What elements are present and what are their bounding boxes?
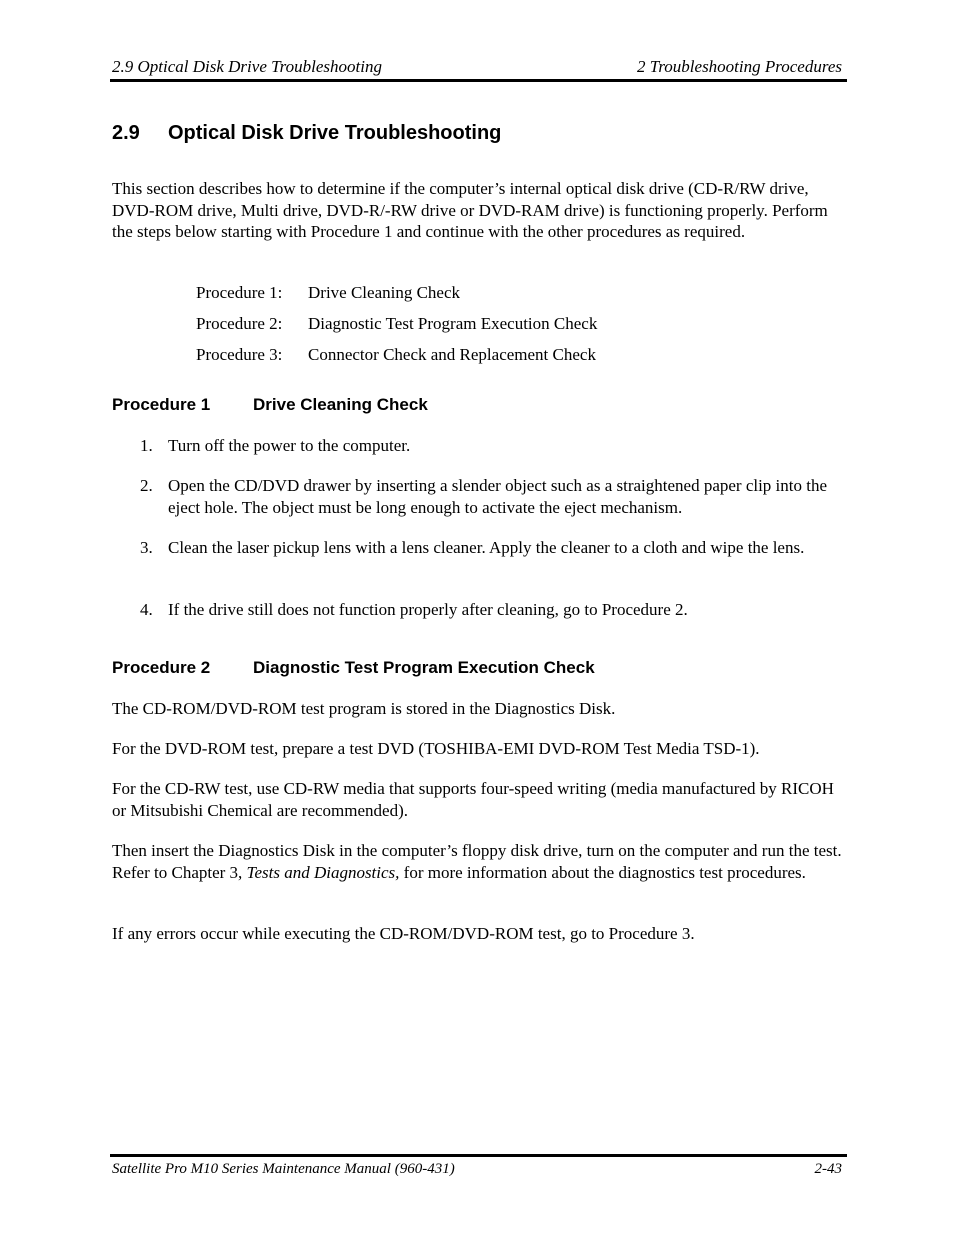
running-header-left: 2.9 Optical Disk Drive Troubleshooting xyxy=(112,57,382,76)
procedure-list-label-1: Procedure 1: xyxy=(196,283,283,302)
procedure-list-name-1: Drive Cleaning Check xyxy=(308,283,461,302)
step-number: 3. xyxy=(140,538,153,557)
step-number: 2. xyxy=(140,476,153,495)
footer-manual-title: Satellite Pro M10 Series Maintenance Manual (960-431) xyxy=(112,1161,455,1177)
step-text: If the drive still does not function properly after cleaning, go to Procedure 2. xyxy=(168,600,688,619)
running-header-right: 2 Troubleshooting Procedures xyxy=(637,57,842,76)
header-rule xyxy=(110,79,847,82)
chapter-reference: Tests and Diagnostics, xyxy=(246,862,400,882)
procedure2-paragraph-3: For the CD-RW test, use CD-RW media that supports four-speed writing (media manufactured by RICOH or Mitsubishi Chemical are recommended). xyxy=(112,779,834,820)
paragraph-text: Then insert the Diagnostics Disk in the computer’s floppy disk drive, turn on the computer and run the test. Refer to Chapter 3, xyxy=(112,841,842,882)
procedure-list-label-3: Procedure 3: xyxy=(196,345,283,364)
step-text: Clean the laser pickup lens with a lens cleaner. Apply the cleaner to a cloth and wipe the lens. xyxy=(168,538,805,557)
step-number: 1. xyxy=(140,436,153,455)
footer-rule xyxy=(110,1154,847,1157)
procedure-list-name-3: Connector Check and Replacement Check xyxy=(308,345,596,364)
procedure-list-label-2: Procedure 2: xyxy=(196,314,283,333)
procedure2-label: Procedure 2 xyxy=(112,658,211,677)
section-title: Optical Disk Drive Troubleshooting xyxy=(168,122,502,144)
procedure2-paragraph-5: If any errors occur while executing the CD-ROM/DVD-ROM test, go to Procedure 3. xyxy=(112,924,695,943)
section-number: 2.9 xyxy=(112,122,140,144)
intro-paragraph: This section describes how to determine if the computer’s internal optical disk drive (CD-R/RW drive, DVD-ROM drive, Multi drive, DVD-R/-RW drive or DVD-RAM drive) is functioning properly. Perform the steps below starting with Procedure 1 and continue with the other procedures as required. xyxy=(112,179,828,241)
procedure2-title: Diagnostic Test Program Execution Check xyxy=(253,658,595,677)
step-text: Turn off the power to the computer. xyxy=(168,436,411,455)
paragraph-text: for more information about the diagnostics test procedures. xyxy=(399,862,806,882)
step-number: 4. xyxy=(140,600,153,619)
procedure-list-name-2: Diagnostic Test Program Execution Check xyxy=(308,314,598,333)
procedure2-paragraph-2: For the DVD-ROM test, prepare a test DVD (TOSHIBA-EMI DVD-ROM Test Media TSD-1). xyxy=(112,739,760,758)
step-text: Open the CD/DVD drawer by inserting a slender object such as a straightened paper clip into the eject hole. The object must be long enough to activate the eject mechanism. xyxy=(168,476,828,517)
procedure2-paragraph-4 xyxy=(112,840,847,883)
procedure1-title: Drive Cleaning Check xyxy=(253,395,428,414)
procedure2-paragraph-1: The CD-ROM/DVD-ROM test program is stored in the Diagnostics Disk. xyxy=(112,699,616,718)
procedure1-label: Procedure 1 xyxy=(112,395,211,414)
page-number: 2-43 xyxy=(814,1161,842,1177)
